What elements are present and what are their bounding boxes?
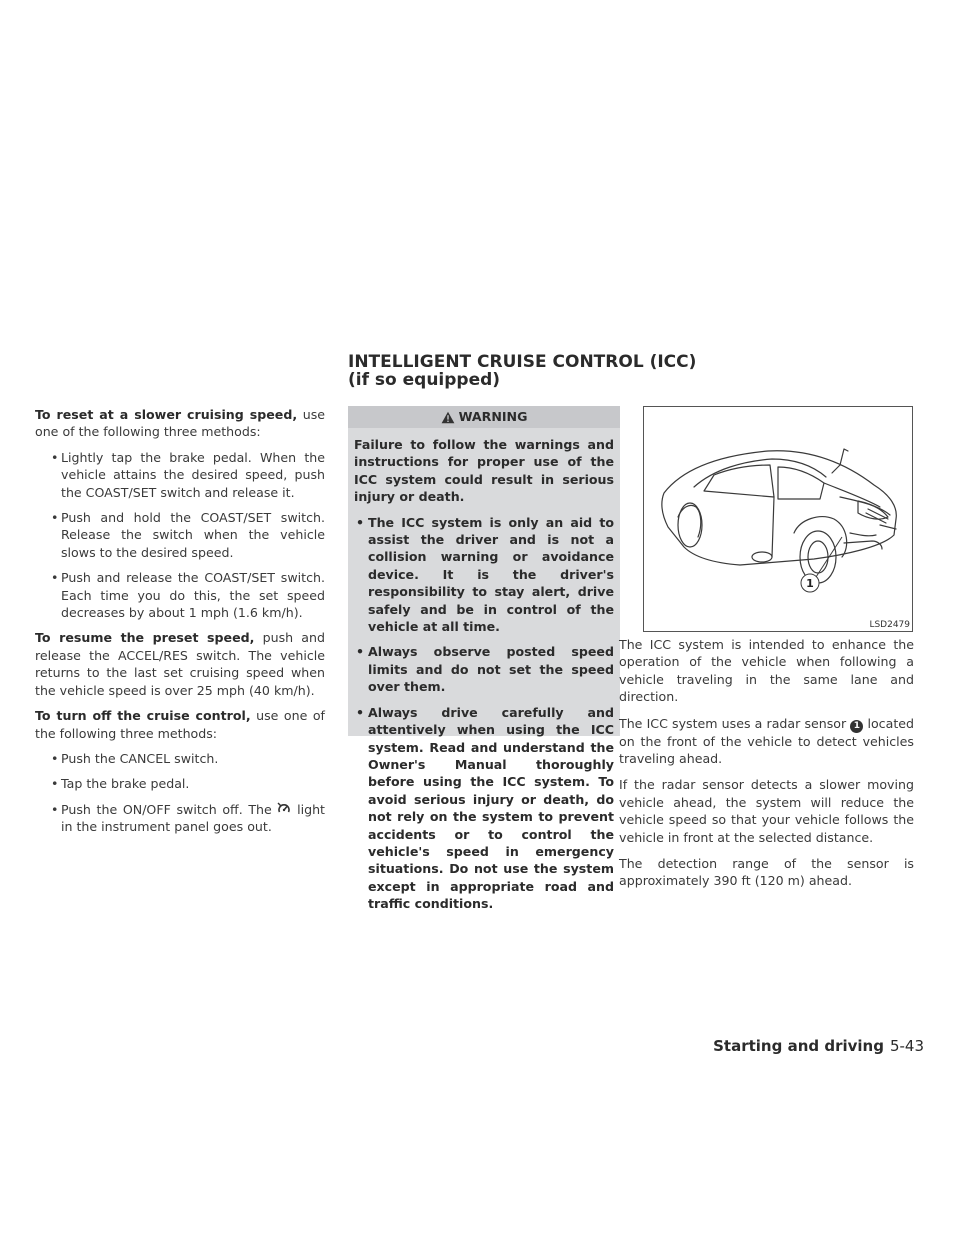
list-item: • Push the CANCEL switch. <box>51 750 325 767</box>
paragraph-icc-intro: The ICC system is intended to enhance the operation of the vehicle when following a vehicle traveling in the same lane and direction. <box>619 637 914 705</box>
footer-section: Starting and driving <box>713 1037 884 1055</box>
list-item: • Always observe posted speed limits and do not set the speed over them. <box>354 643 614 695</box>
paragraph-detection-range: The detection range of the sensor is approximately 390 ft (120 m) ahead. <box>619 856 914 889</box>
section-title <box>348 353 748 389</box>
list-item: • Push and hold the COAST/SET switch. Release the switch when the vehicle slows to the desired speed. <box>51 509 325 561</box>
car-illustration <box>644 407 912 631</box>
paragraph-resume-speed: To resume the preset speed, push and release the ACCEL/RES switch. The vehicle returns to the last set cruising speed when the vehicle speed is over 25 mph (40 km/h). <box>35 630 326 698</box>
list-item: • Push the ON/OFF switch off. The light in the instrument panel goes out. <box>51 801 325 836</box>
page-footer <box>713 1037 924 1055</box>
list-item: • Always drive carefully and attentively when using the ICC system. Read and understand the Owner's Manual thoroughly before using the ICC system. To avoid serious injury or death, do not rely on the system to prevent accidents or to control the vehicle's speed in emergency situations. Do not use the system except in appropriate road and traffic conditions. <box>354 704 614 913</box>
list-item: • Tap the brake pedal. <box>51 775 325 792</box>
warning-list <box>354 514 614 913</box>
figure-code: LSD2479 <box>869 620 910 630</box>
warning-title: WARNING <box>458 409 528 425</box>
list-item: • Push and release the COAST/SET switch. Each time you do this, the set speed decreases by about 1 mph (1.6 km/h). <box>51 569 325 621</box>
paragraph-reset-slower: To reset at a slower cruising speed, use one of the following three methods: <box>35 407 326 440</box>
paragraph-radar-sensor: The ICC system uses a radar sensor 1 located on the front of the vehicle to detect vehicles traveling ahead. <box>619 715 914 767</box>
left-column <box>35 406 325 844</box>
page-number: 5-43 <box>889 1037 924 1055</box>
warning-triangle-icon <box>441 411 455 424</box>
section-title-line1: INTELLIGENT CRUISE CONTROL (ICC) <box>348 352 697 372</box>
right-column <box>619 636 914 899</box>
warning-header <box>348 406 620 428</box>
list-item: • Lightly tap the brake pedal. When the vehicle attains the desired speed, push the COAST/SET switch and release it. <box>51 449 325 501</box>
section-title-line2: (if so equipped) <box>348 370 501 390</box>
paragraph-slower-vehicle: If the radar sensor detects a slower moving vehicle ahead, the system will reduce the vehicle speed so that your vehicle follows the vehicle in front at the selected distance. <box>619 777 914 845</box>
paragraph-turn-off: To turn off the cruise control, use one of the following three methods: <box>35 708 325 741</box>
warning-box <box>348 406 620 912</box>
callout-badge: 1 <box>850 720 863 733</box>
cruise-indicator-icon <box>277 802 291 816</box>
warning-intro: Failure to follow the warnings and instructions for proper use of the ICC system could result in serious injury or death. <box>354 437 614 505</box>
radar-sensor-figure <box>643 406 913 632</box>
callout-number: 1 <box>806 577 814 590</box>
list-item: • The ICC system is only an aid to assist the driver and is not a collision warning or avoidance device. It is the driver's responsibility to stay alert, drive safely and be in control of the vehicle at all time. <box>354 514 614 636</box>
reset-methods-list <box>35 449 325 622</box>
turn-off-methods-list <box>35 750 325 836</box>
